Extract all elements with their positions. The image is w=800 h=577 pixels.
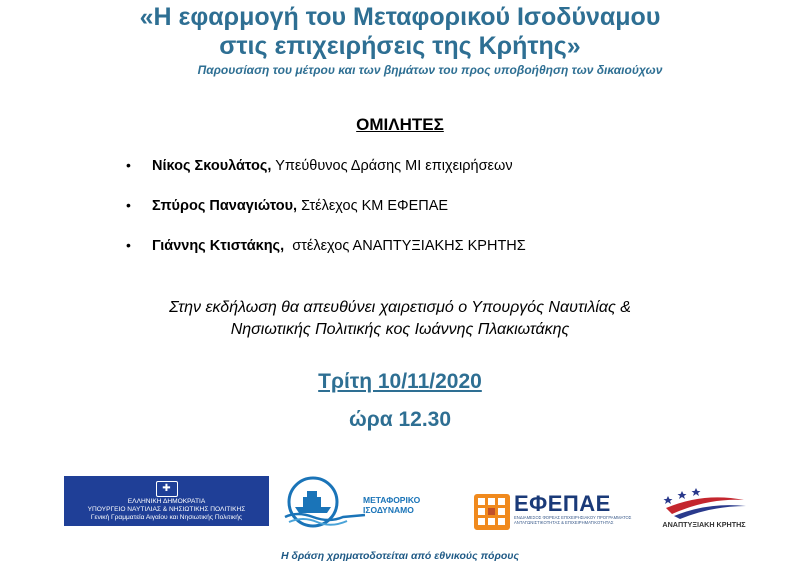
funding-note: Η δράση χρηματοδοτείται από εθνικούς πόρους: [280, 550, 520, 562]
event-date: Τρίτη 10/11/2020: [318, 370, 482, 393]
ministry-logo-line-1: ΕΛΛΗΝΙΚΗ ΔΗΜΟΚΡΑΤΙΑ: [127, 498, 206, 505]
speaker-item: [126, 157, 513, 174]
efepae-logo: [474, 491, 632, 530]
title-line-2: στις επιχειρήσεις της Κρήτης»: [219, 32, 581, 60]
bullet-icon: •: [126, 237, 131, 253]
metaforiko-isodynamo-logo: [277, 475, 437, 529]
ministry-logo: [64, 476, 269, 526]
speaker-role: στέλεχος ΑΝΑΠΤΥΞΙΑΚΗΣ ΚΡΗΤΗΣ: [284, 238, 526, 254]
bullet-icon: •: [126, 197, 131, 213]
speaker-role: Υπεύθυνος Δράσης ΜΙ επιχειρήσεων: [271, 158, 513, 174]
ministry-logo-line-2: ΥΠΟΥΡΓΕΙΟ ΝΑΥΤΙΛΙΑΣ & ΝΗΣΙΩΤΙΚΗΣ ΠΟΛΙΤΙΚΗΣ: [87, 505, 246, 513]
anaptyxiaki-kritis-logo: [656, 486, 752, 532]
greeting-line-1: Στην εκδήλωση θα απευθύνει χαιρετισμό ο Υπουργός Ναυτιλίας &: [169, 299, 631, 316]
efepae-grid-icon: [474, 494, 510, 530]
title-line-1: «Η εφαρμογή του Μεταφορικού Ισοδύναμου: [139, 3, 661, 31]
subtitle: Παρουσίαση του μέτρου και των βημάτων του προς υποβοήθηση των δικαιούχων: [197, 63, 663, 77]
speaker-name: Σπύρος Παναγιώτου,: [152, 198, 298, 214]
bullet-icon: •: [126, 157, 131, 173]
metaforiko-line-2: ΙΣΟΔΥΝΑΜΟ: [363, 505, 414, 515]
speaker-name: Νίκος Σκουλάτος,: [152, 158, 272, 174]
speaker-name: Γιάννης Κτιστάκης,: [152, 238, 285, 254]
ministry-logo-line-3: Γενική Γραμματεία Αιγαίου και Νησιωτικής Πολιτικής: [90, 513, 243, 521]
metaforiko-text: [363, 495, 420, 515]
greeting-line-2: Νησιωτικής Πολιτικής κος Ιωάννης Πλακιωτάκης: [230, 321, 570, 338]
ship-circle-icon: [277, 475, 367, 529]
greek-emblem-icon: ✚: [156, 481, 178, 497]
efepae-small-line-1: ΕΝΔΙΑΜΕΣΟΣ ΦΟΡΕΑΣ ΕΠΙΧΕΙΡΗΣΙΑΚΟΥ ΠΡΟΓΡΑΜΜΑΤΟΣ: [514, 515, 632, 520]
efepae-small-text: [514, 515, 631, 525]
efepae-small-line-2: ΑΝΤΑΓΩΝΙΣΤΙΚΟΤΗΤΑΣ & ΕΠΙΧΕΙΡΗΜΑΤΙΚΟΤΗΤΑΣ: [514, 520, 614, 525]
event-time: ώρα 12.30: [348, 408, 452, 431]
speakers-heading: ΟΜΙΛΗΤΕΣ: [356, 115, 444, 134]
anaptyxiaki-label: ΑΝΑΠΤΥΞΙΑΚΗ ΚΡΗΤΗΣ: [662, 520, 746, 529]
stars-swoosh-icon: [656, 486, 752, 520]
efepae-word: ΕΦΕΠΑΕ: [514, 491, 611, 516]
speaker-item: [126, 197, 448, 214]
speaker-role: Στέλεχος ΚΜ ΕΦΕΠΑΕ: [297, 198, 449, 214]
metaforiko-line-1: ΜΕΤΑΦΟΡΙΚΟ: [363, 495, 421, 505]
speaker-item: [126, 237, 526, 254]
